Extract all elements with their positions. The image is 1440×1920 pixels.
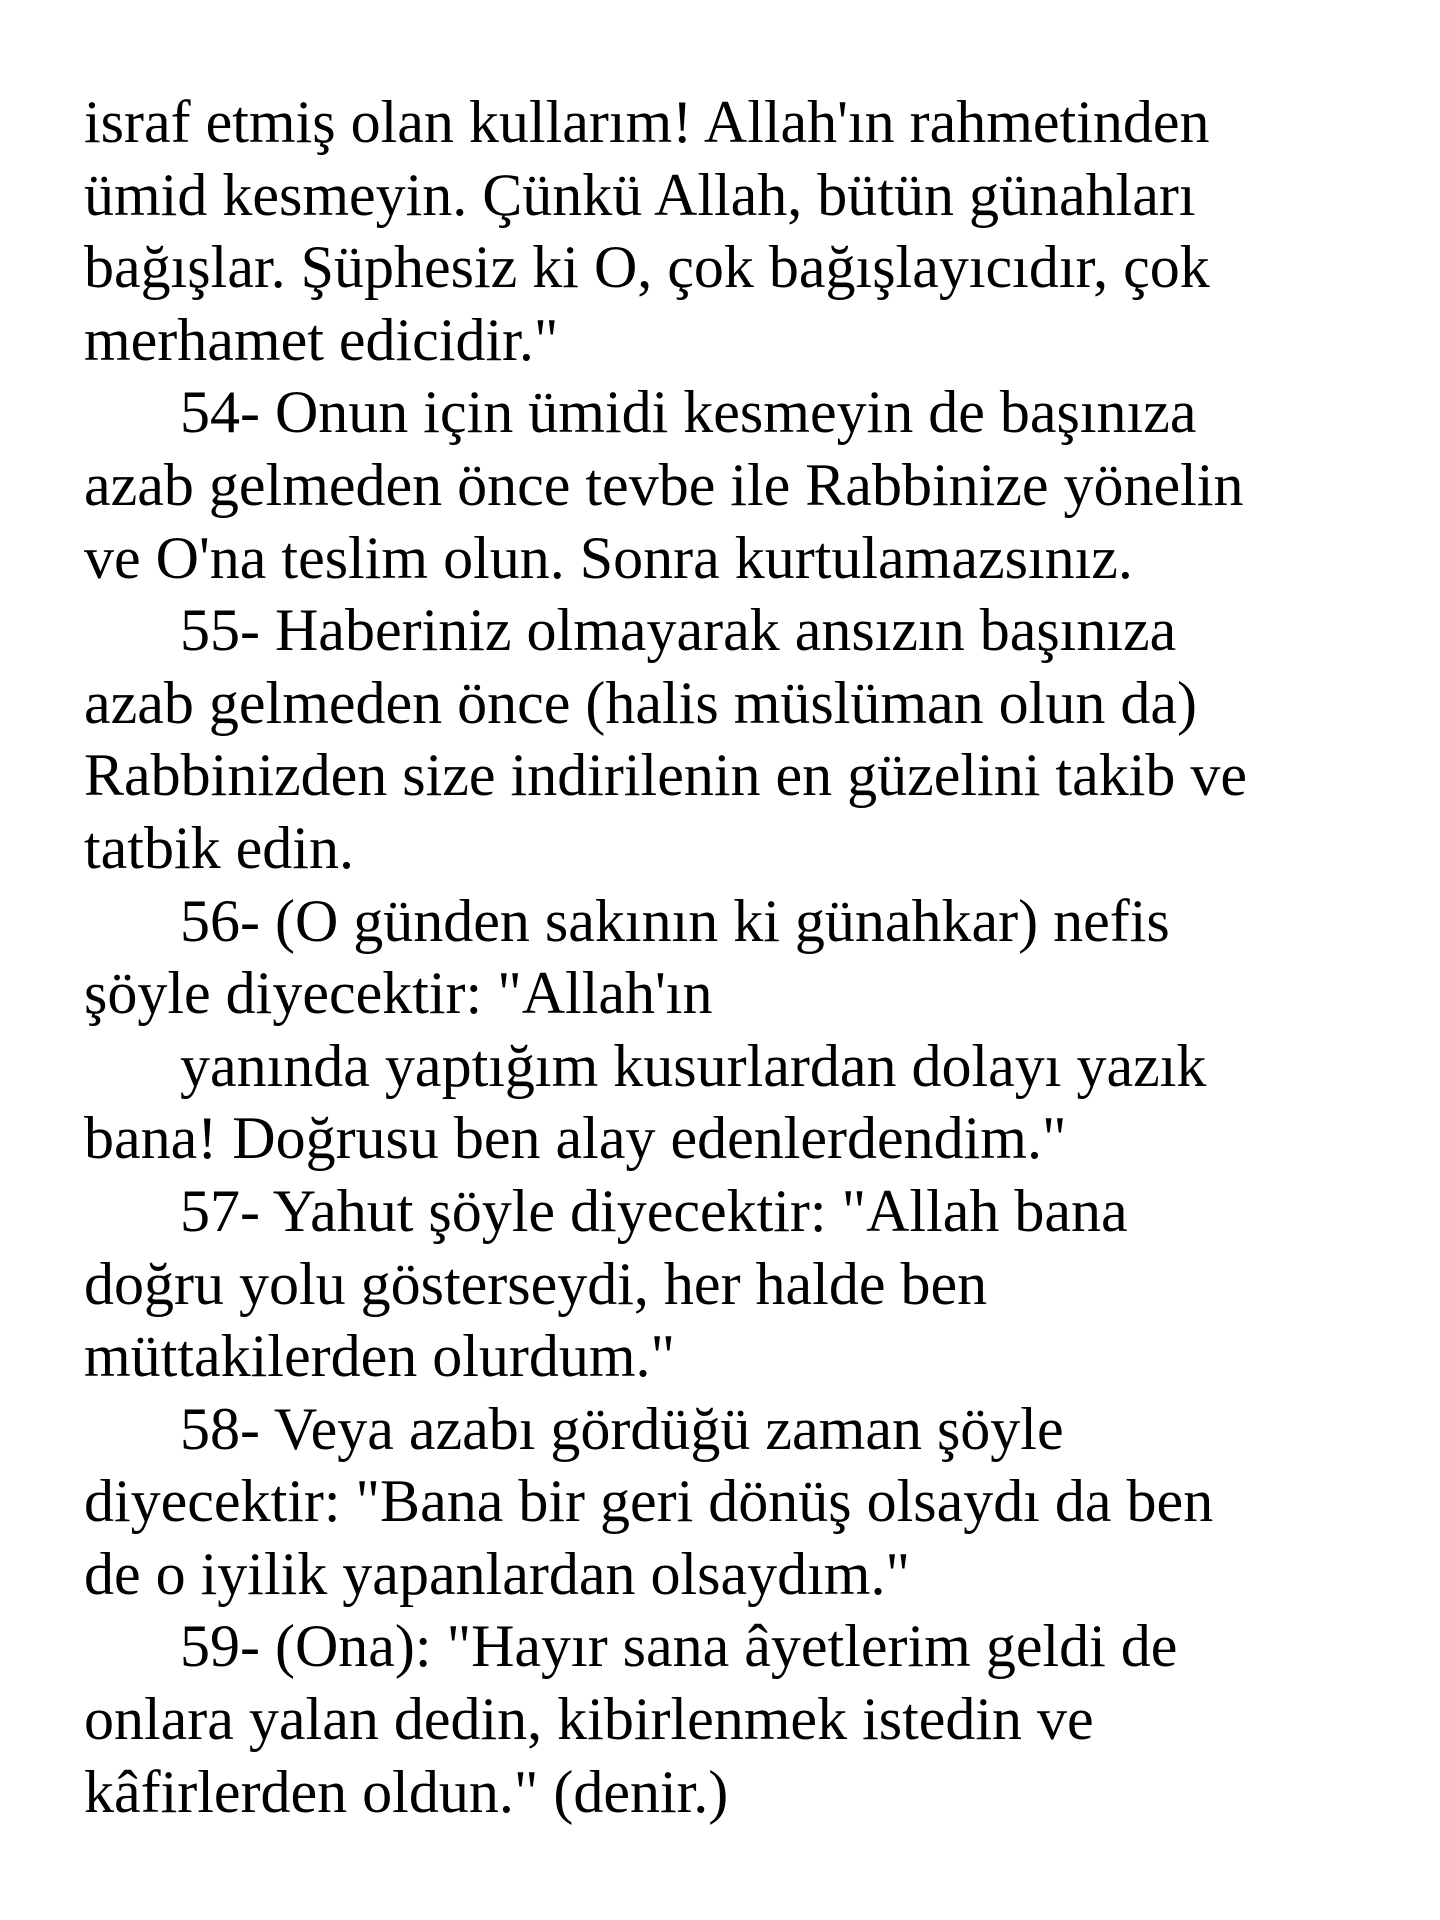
text-line: ümid kesmeyin. Çünkü Allah, bütün günahları [84,161,1196,228]
text-line: Rabbinizden size indirilenin en güzelini takib ve [84,742,1247,809]
verse-56-start: 56- (O günden sakının ki günahkar) nefis [180,887,1170,954]
text-line: israf etmiş olan kullarım! Allah'ın rahmetinden [84,89,1210,155]
text-line: azab gelmeden önce (halis müslüman olun da) [84,669,1197,736]
verse-55-start: 55- Haberiniz olmayarak ansızın başınıza [180,597,1177,664]
text-line: tatbik edin. [84,814,354,881]
verse-58-start: 58- Veya azabı gördüğü zaman şöyle [180,1395,1064,1462]
text-line: merhamet edicidir." [84,306,559,373]
text-line-indented: yanında yaptığım kusurlardan dolayı yazık [180,1032,1207,1099]
verse-54-start: 54- Onun için ümidi kesmeyin de başınıza [180,379,1197,446]
text-line: azab gelmeden önce tevbe ile Rabbinize yönelin [84,451,1244,518]
text-line: bana! Doğrusu ben alay edenlerdendim." [84,1105,1067,1172]
text-line: bağışlar. Şüphesiz ki O, çok bağışlayıcıdır, çok [84,234,1210,301]
text-line: müttakilerden olurdum." [84,1323,676,1390]
text-line: onlara yalan dedin, kibirlenmek istedin ve [84,1686,1094,1753]
text-line: kâfirlerden oldun." (denir.) [84,1758,729,1825]
verse-59-start: 59- (Ona): "Hayır sana âyetlerim geldi de [180,1613,1178,1680]
text-line: de o iyilik yapanlardan olsaydım." [84,1540,910,1607]
document-text [84,86,1374,1828]
text-line: doğru yolu gösterseydi, her halde ben [84,1250,988,1317]
text-line: ve O'na teslim olun. Sonra kurtulamazsınız. [84,524,1133,591]
text-line: diyecektir: "Bana bir geri dönüş olsaydı da ben [84,1468,1214,1535]
text-line: şöyle diyecektir: "Allah'ın [84,960,713,1027]
verse-57-start: 57- Yahut şöyle diyecektir: "Allah bana [180,1177,1128,1244]
